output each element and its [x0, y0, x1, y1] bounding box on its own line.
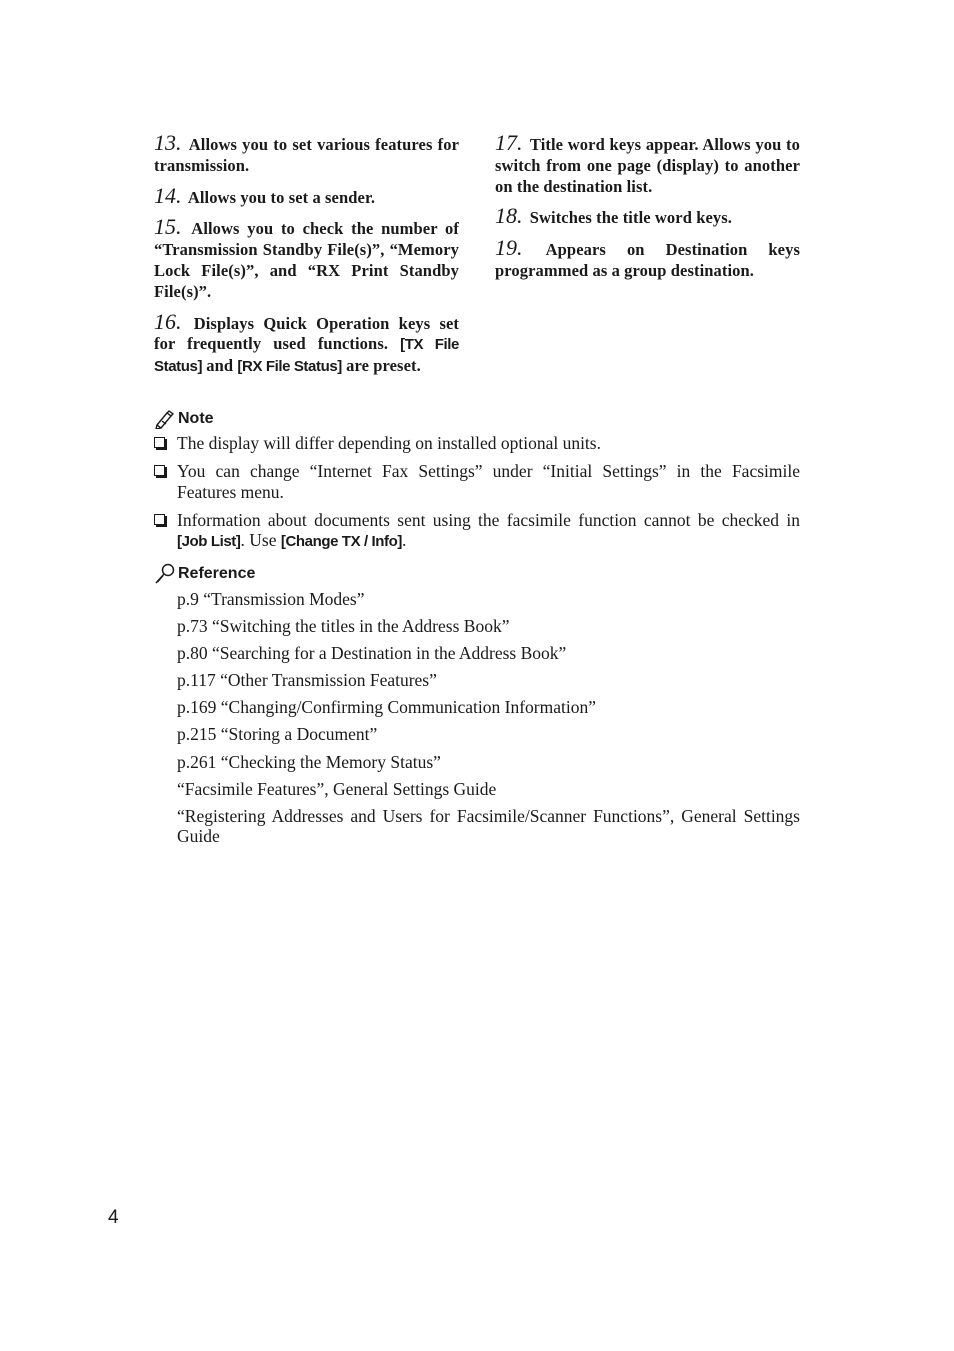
reference-item: p.117 “Other Transmission Features” [177, 670, 437, 691]
note-item: The display will differ depending on installed optional units. [154, 433, 800, 454]
checkbox-bullet-icon [154, 514, 165, 525]
magnifier-icon [154, 563, 176, 585]
reference-list [154, 589, 800, 847]
reference-item: p.80 “Searching for a Destination in the Address Book” [177, 643, 567, 664]
callout-item-15: 15. Allows you to check the number of “Transmission Standby File(s)”, “Memory Lock File(s)”, and “RX Print Standby File(s)”. [154, 214, 459, 301]
note-item: You can change “Internet Fax Settings” under “Initial Settings” in the Facsimile Features menu. [154, 461, 800, 502]
reference-item: p.261 “Checking the Memory Status” [177, 751, 441, 772]
reference-item: p.9 “Transmission Modes” [177, 589, 365, 609]
callout-item-19: 19. Appears on Destination keys programmed as a group destination. [495, 235, 800, 280]
note-heading: Note [154, 408, 800, 430]
rx-file-status-key: [RX File Status] [237, 358, 342, 376]
job-list-key: [Job List] [177, 533, 241, 550]
note-item: Information about documents sent using the facsimile function cannot be checked in [Job List]. Use [Change TX / Info]. [154, 510, 800, 553]
left-column [154, 130, 459, 387]
right-column [495, 130, 800, 291]
callout-item-14: 14. Allows you to set a sender. [154, 182, 376, 208]
reference-item: p.215 “Storing a Document” [177, 724, 378, 745]
reference-section [154, 563, 800, 853]
change-tx-info-key: [Change TX / Info] [280, 533, 402, 550]
page-number: 4 [108, 1207, 119, 1228]
callout-item-18: 18. Switches the title word keys. [495, 203, 732, 229]
reference-item: “Facsimile Features”, General Settings Guide [177, 778, 497, 799]
reference-item: p.169 “Changing/Confirming Communication Information” [177, 697, 596, 718]
reference-item: p.73 “Switching the titles in the Address Book” [177, 616, 510, 637]
reference-item: “Registering Addresses and Users for Facsimile/Scanner Functions”, General Settings Guide [177, 805, 800, 847]
reference-heading: Reference [154, 563, 800, 585]
note-section [154, 408, 800, 560]
checkbox-bullet-icon [154, 465, 165, 476]
callout-item-16: 16. Displays Quick Operation keys set for frequently used functions. [TX File Status] and [RX File Status] are preset. [154, 308, 459, 376]
callout-item-13: 13. Allows you to set various features for transmission. [154, 130, 459, 175]
pencil-icon [154, 409, 176, 429]
note-list [154, 433, 800, 553]
checkbox-bullet-icon [154, 437, 165, 448]
tx-file-status-key: [TX File Status] [154, 336, 459, 376]
callout-item-17: 17. Title word keys appear. Allows you to switch from one page (display) to another on the destination list. [495, 130, 800, 196]
